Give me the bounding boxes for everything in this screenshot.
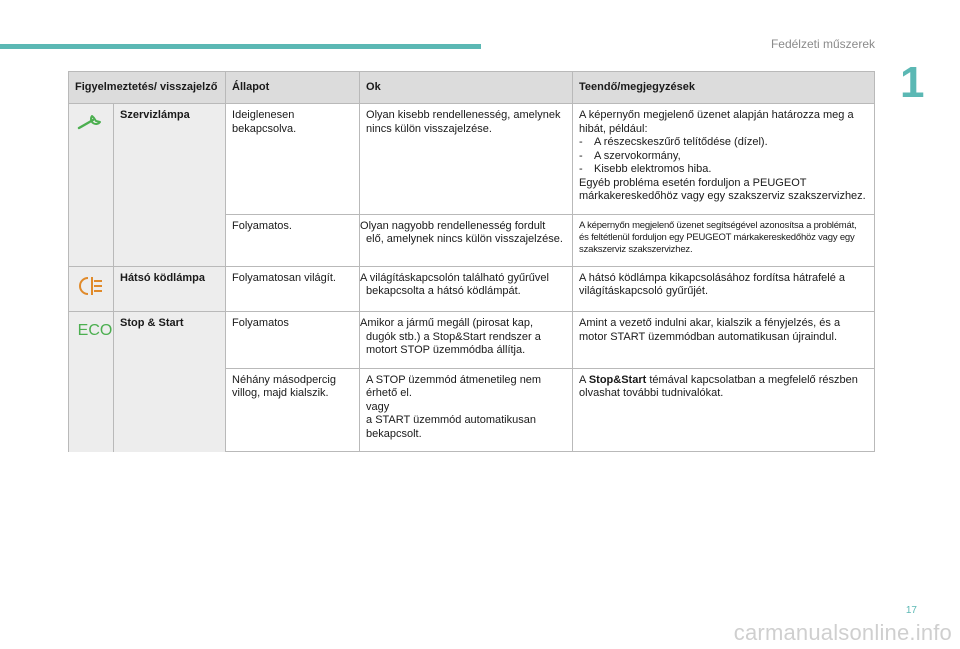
rear-fog-state: Folyamatosan világít.	[226, 266, 360, 312]
service-cause-2: Olyan nagyobb rendellenesség fordult elő, amelynek nincs külön visszajelzése.	[360, 214, 573, 266]
service-action-outro: Egyéb probléma esetén forduljon a PEUGEOT márkakereskedőhöz vagy egy szakszerviz szakszervizhez.	[579, 176, 866, 202]
stop-start-action-2: A Stop&Start témával kapcsolatban a megfelelő részben olvashat további tudnivalókat.	[573, 368, 875, 452]
stop-start-link-text: Stop&Start	[588, 373, 647, 386]
header-warning: Figyelmeztetés/ visszajelző	[69, 72, 226, 104]
header-action: Teendő/megjegyzések	[573, 72, 875, 104]
svg-text:ECO: ECO	[77, 322, 113, 338]
service-action-2: A képernyőn megjelenő üzenet segítségével azonosítsa a problémát, és feltétlenül forduljon egy PEUGEOT márkakereskedőhöz vagy egy szakszerviz szakszervizhez.	[573, 214, 875, 266]
stop-start-symbol-cell	[69, 312, 114, 452]
rear-fog-action: A hátsó ködlámpa kikapcsolásához fordítsa hátrafelé a világításkapcsoló gyűrűjét.	[573, 266, 875, 312]
service-action-1	[573, 104, 875, 215]
header-state: Állapot	[226, 72, 360, 104]
service-cause-1: Olyan kisebb rendellenesség, amelynek nincs külön visszajelzése.	[360, 104, 573, 215]
section-title: Fedélzeti műszerek	[770, 37, 875, 51]
section-number: 1	[900, 58, 925, 107]
cause-line: A STOP üzemmód átmenetileg nem érhető el.	[366, 373, 542, 399]
cause-line: vagy	[366, 400, 390, 413]
service-action-intro: A képernyőn megjelenő üzenet alapján határozza meg a hibát, például:	[579, 109, 854, 135]
stop-start-label: Stop & Start	[114, 312, 226, 452]
table-row	[69, 104, 875, 215]
warning-lights-table	[68, 71, 875, 452]
rear-fog-lamp-icon	[77, 275, 105, 297]
rear-fog-label: Hátsó ködlámpa	[114, 266, 226, 312]
top-accent-bar	[0, 44, 481, 49]
watermark: carmanualsonline.info	[733, 620, 952, 645]
stop-start-state-2: Néhány másodpercig villog, majd kialszik.	[226, 368, 360, 452]
page-number: 17	[905, 605, 917, 616]
cause-line: a START üzemmód automatikusan bekapcsolt.	[366, 414, 536, 440]
list-item: - A részecskeszűrő telítődése (dízel).	[579, 136, 768, 148]
stop-start-action-1: Amint a vezető indulni akar, kialszik a fényjelzés, és a motor START üzemmódban automatikusan újraindul.	[573, 312, 875, 369]
rear-fog-cause: A világításkapcsolón található gyűrűvel bekapcsolta a hátsó ködlámpát.	[360, 266, 573, 312]
list-item: - Kisebb elektromos hiba.	[579, 163, 712, 175]
wrench-icon	[76, 112, 106, 132]
rear-fog-symbol-cell	[69, 266, 114, 312]
table-row	[69, 312, 875, 369]
service-label: Szervizlámpa	[114, 104, 226, 267]
service-symbol-cell	[69, 104, 114, 267]
service-state-2: Folyamatos.	[226, 214, 360, 266]
table-header-row	[69, 72, 875, 104]
stop-start-cause-1: Amikor a jármű megáll (pirosat kap, dugók stb.) a Stop&Start rendszer a motort STOP üzemmódba állítja.	[360, 312, 573, 369]
header-cause: Ok	[360, 72, 573, 104]
list-item: - A szervokormány,	[579, 149, 681, 162]
service-state-1: Ideiglenesen bekapcsolva.	[226, 104, 360, 215]
eco-icon	[75, 320, 115, 338]
table-row	[69, 266, 875, 312]
stop-start-state-1: Folyamatos	[226, 312, 360, 369]
stop-start-cause-2	[360, 368, 573, 452]
